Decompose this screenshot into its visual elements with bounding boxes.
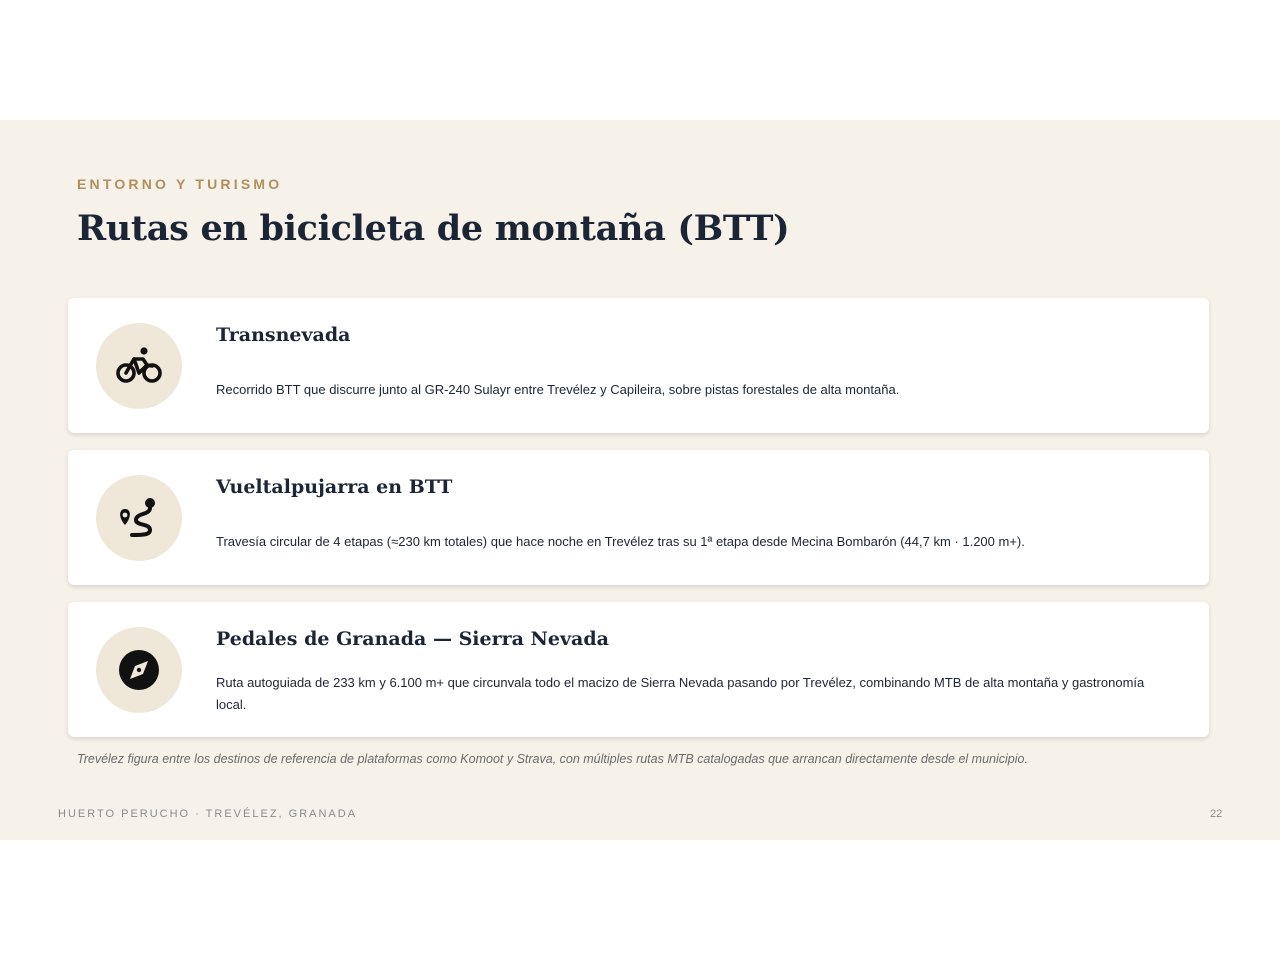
compass-icon	[117, 648, 161, 692]
card-title: Pedales de Granada — Sierra Nevada	[216, 628, 609, 650]
route-icon	[116, 495, 162, 541]
card-title: Vueltalpujarra en BTT	[216, 476, 453, 498]
card-text: Ruta autoguiada de 233 km y 6.100 m+ que circunvala todo el macizo de Sierra Nevada pasando por Trevélez, combinando MTB de alta montaña y gastronomía local.	[216, 675, 1145, 712]
icon-badge	[96, 323, 182, 409]
route-card-vueltalpujarra	[68, 450, 1209, 585]
page-number: 22	[1210, 808, 1223, 820]
route-card-pedales-de-granada	[68, 602, 1209, 737]
slide	[0, 120, 1280, 840]
footer-label: HUERTO PERUCHO · TREVÉLEZ, GRANADA	[58, 808, 358, 820]
bicycle-icon	[116, 346, 162, 386]
icon-badge	[96, 627, 182, 713]
card-text: Recorrido BTT que discurre junto al GR-240 Sulayr entre Trevélez y Capileira, sobre pistas forestales de alta montaña.	[216, 382, 900, 397]
footnote: Trevélez figura entre los destinos de referencia de plataformas como Komoot y Strava, con múltiples rutas MTB catalogadas que arrancan directamente desde el municipio.	[77, 752, 1028, 766]
card-title: Transnevada	[216, 324, 351, 346]
section-eyebrow: ENTORNO Y TURISMO	[77, 176, 283, 192]
route-card-transnevada	[68, 298, 1209, 433]
page-title: Rutas en bicicleta de montaña (BTT)	[77, 208, 790, 249]
icon-badge	[96, 475, 182, 561]
card-text: Travesía circular de 4 etapas (≈230 km totales) que hace noche en Trevélez tras su 1ª etapa desde Mecina Bombarón (44,7 km · 1.200 m+).	[216, 534, 1025, 549]
